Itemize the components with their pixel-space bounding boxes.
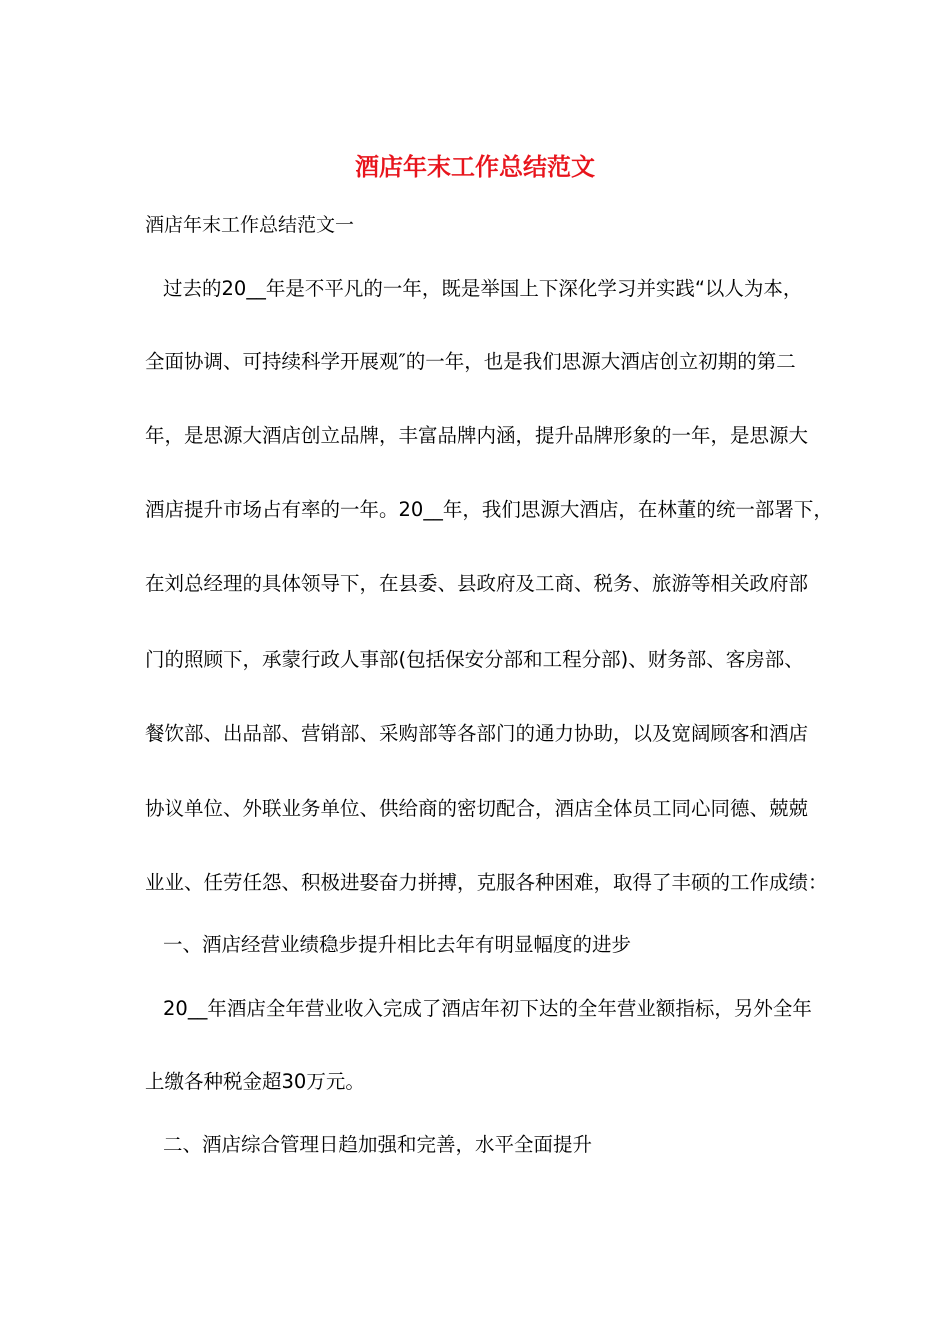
paragraph-line: 年，是思源大酒店创立品牌，丰富品牌内涵，提升品牌形象的一年，是思源大 xyxy=(145,424,809,447)
section-heading: 一、酒店经营业绩稳步提升相比去年有明显幅度的进步 xyxy=(163,933,632,956)
paragraph-line: 协议单位、外联业务单位、供给商的密切配合，酒店全体员工同心同德、兢兢 xyxy=(145,797,809,820)
paragraph-line: 酒店提升市场占有率的一年。20__年，我们思源大酒店，在林董的统一部署下， xyxy=(145,498,833,521)
paragraph-line: 20__年酒店全年营业收入完成了酒店年初下达的全年营业额指标，另外全年 xyxy=(163,997,812,1020)
section-heading: 二、酒店综合管理日趋加强和完善，水平全面提升 xyxy=(163,1133,593,1156)
document-title: 酒店年末工作总结范文 xyxy=(355,152,595,181)
paragraph-line: 全面协调、可持续科学开展观″的一年，也是我们思源大酒店创立初期的第二 xyxy=(145,350,796,373)
document-subtitle: 酒店年末工作总结范文一 xyxy=(145,214,355,236)
paragraph-line: 餐饮部、出品部、营销部、采购部等各部门的通力协助，以及宽阔顾客和酒店 xyxy=(145,722,809,745)
paragraph-line: 在刘总经理的具体领导下，在县委、县政府及工商、税务、旅游等相关政府部 xyxy=(145,572,809,595)
paragraph-line: 上缴各种税金超30万元。 xyxy=(145,1070,365,1093)
paragraph-line: 过去的20__年是不平凡的一年，既是举国上下深化学习并实践“以人为本， xyxy=(163,277,803,300)
paragraph-line: 业业、任劳任怨、积极进娶奋力拼搏，克服各种困难，取得了丰硕的工作成绩： xyxy=(145,871,828,894)
paragraph-line: 门的照顾下，承蒙行政人事部(包括保安分部和工程分部)、财务部、客房部、 xyxy=(145,648,804,671)
